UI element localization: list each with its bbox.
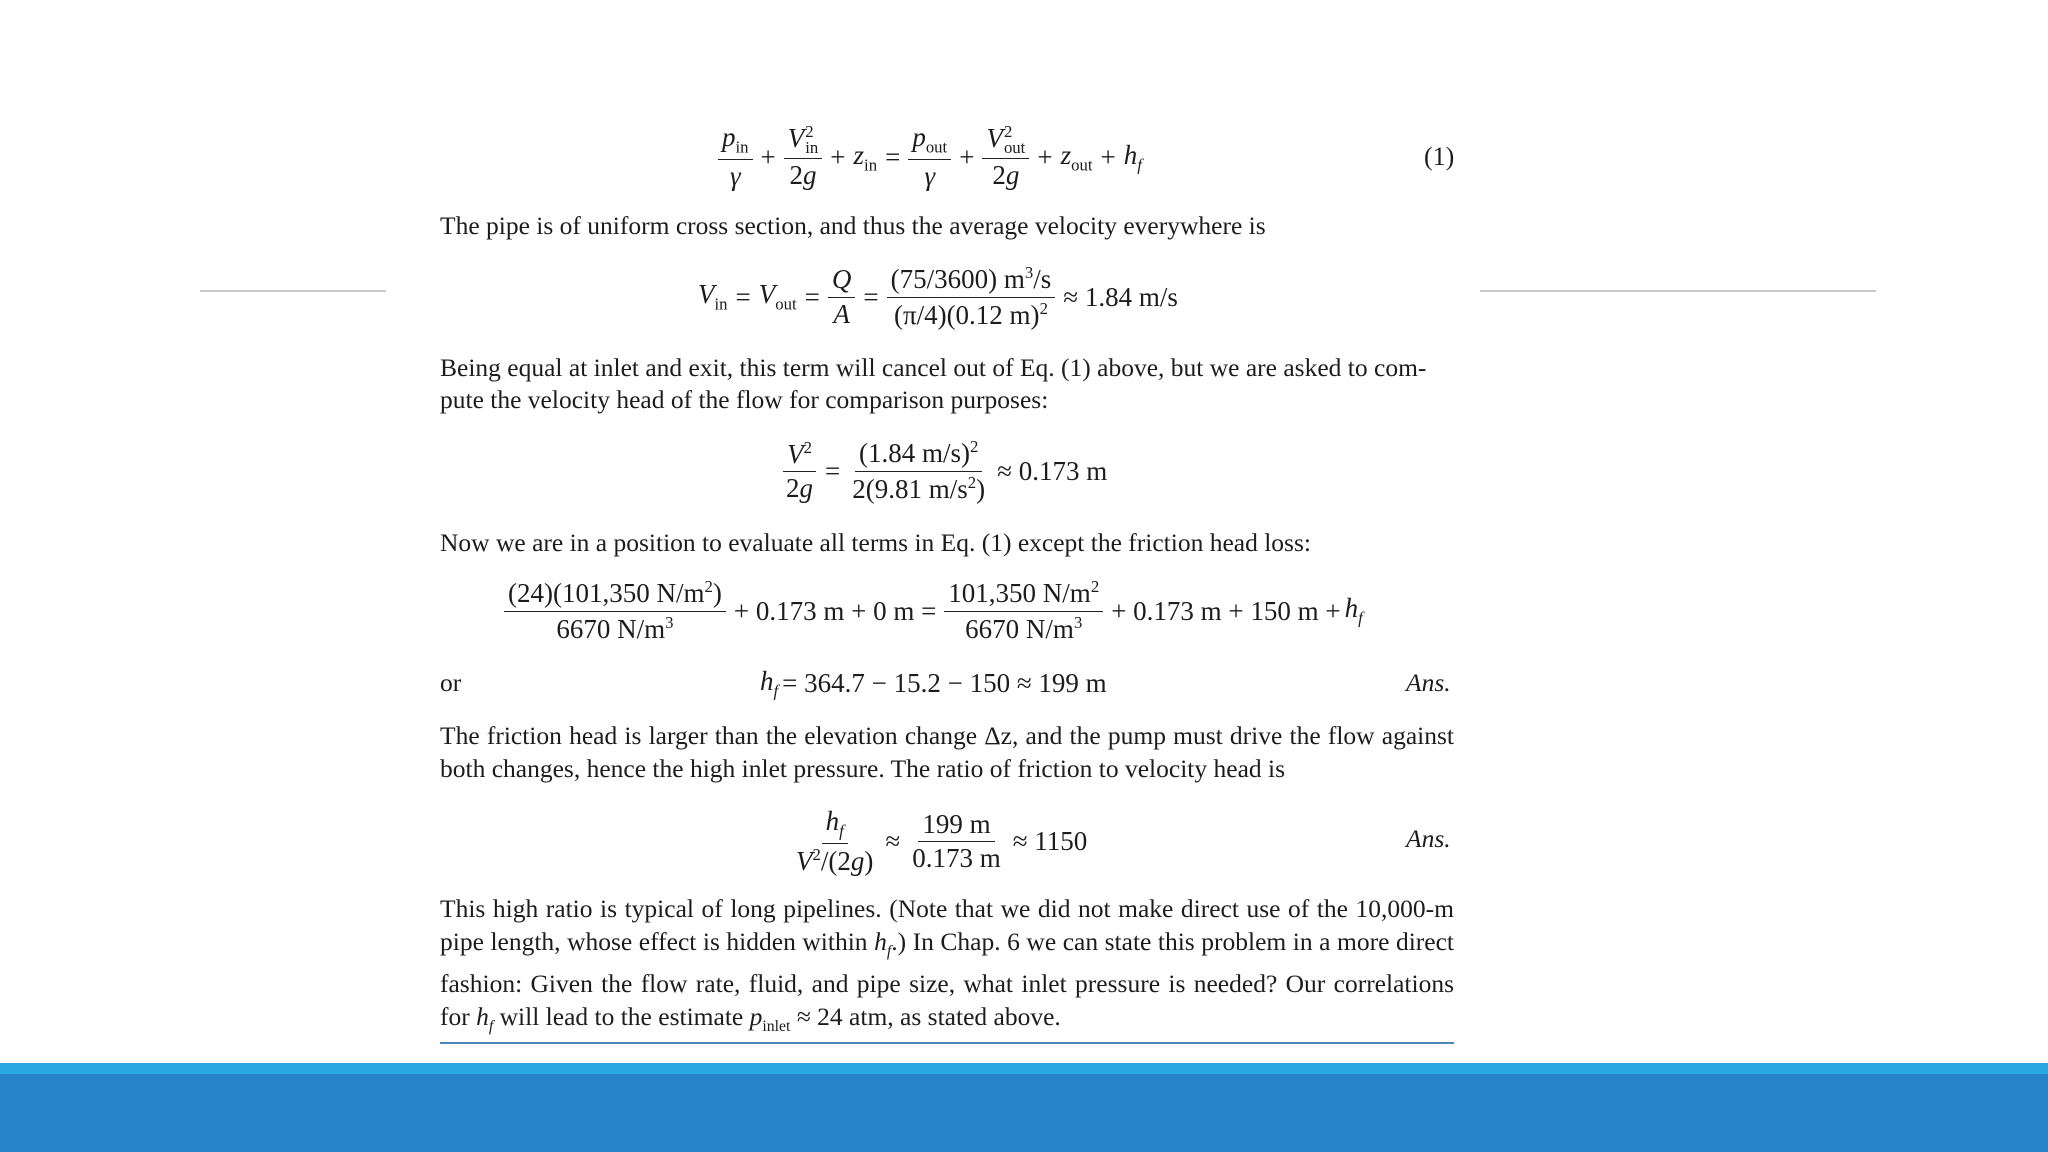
equation-bernoulli: $\frac{p_{in}}{\gamma}$ + V 2 in 2g + $z_{in}$ = $\frac{p_{out}}{\gamma}$ + V 2 out 2g + $z_{out}$ + $h_f$ [714, 123, 1146, 191]
decorative-line-right [1480, 290, 1876, 292]
paragraph-evaluate-terms: Now we are in a position to evaluate all terms in Eq. (1) except the friction head loss: [440, 528, 1311, 557]
bottom-rule [440, 1042, 1454, 1044]
equation-energy-values: $\frac{(24)(101,350 N/m^2)}{6670 N/m^3}$ + 0.173 m + 0 m = $\frac{101,350 N/m^2}{6670 N/m^3}$ + 0.173 m + 150 m + $h_f$ [500, 578, 1363, 644]
paragraph-friction-head: The friction head is larger than the elevation change Δz, and the pump must drive the flow against both changes, hence the high inlet pressure. The ratio of friction to velocity head is [440, 721, 1454, 783]
paragraph-uniform-section: The pipe is of uniform cross section, and thus the average velocity everywhere is [440, 211, 1266, 240]
equation-velocity: $V_{in}$ = $V_{out}$ = $\frac{Q}{A}$ = $\frac{(75/3600) m^3/s}{(\pi/4)(0.12 m)^2}$ ≈ 1.84 m/s [698, 263, 1178, 330]
equation-number: (1) [1424, 142, 1455, 171]
document-page [440, 100, 1454, 1060]
velocity-head-result: ≈ 0.173 m [997, 455, 1108, 486]
paragraph-velocity-head-l2: pute the velocity head of the flow for comparison purposes: [440, 385, 1049, 414]
velocity-result: ≈ 1.84 m/s [1063, 281, 1178, 312]
equation-ratio: $\frac{h_f}{V^2/(2g)}$ ≈ $\frac{199 m}{0.173 m}$ ≈ 1150 [796, 806, 1088, 876]
decorative-line-left [200, 290, 386, 292]
answer-label-hf: Ans. [1406, 668, 1451, 697]
paragraph-velocity-head-l1: Being equal at inlet and exit, this term will cancel out of Eq. (1) above, but we are asked to com- [440, 353, 1427, 382]
label-or: or [440, 668, 462, 697]
footer-accent-bar [0, 1063, 2048, 1074]
footer-bar [0, 1074, 2048, 1152]
paragraph-conclusion: This high ratio is typical of long pipelines. (Note that we did not make direct use of the 10,000-m pipe length, whose effect is hidden within $h_f$.) In Chap. 6 we can state this problem in a more direct fashion: Given the flow rate, fluid, and pipe size, what inlet pressure is needed? Our correlations for $h_f$ will lead to the estimate $p_{inlet} \approx 24$ atm, as stated above. [440, 894, 1454, 1035]
equation-hf: $h_f$ = 364.7 − 15.2 − 150 ≈ 199 m [760, 666, 1107, 701]
equation-velocity-head: $\frac{V^2}{2g}$ = $\frac{(1.84 m/s)^2}{2(9.81 m/s^2)}$ ≈ 0.173 m [778, 438, 1111, 504]
answer-label-ratio: Ans. [1406, 824, 1451, 853]
